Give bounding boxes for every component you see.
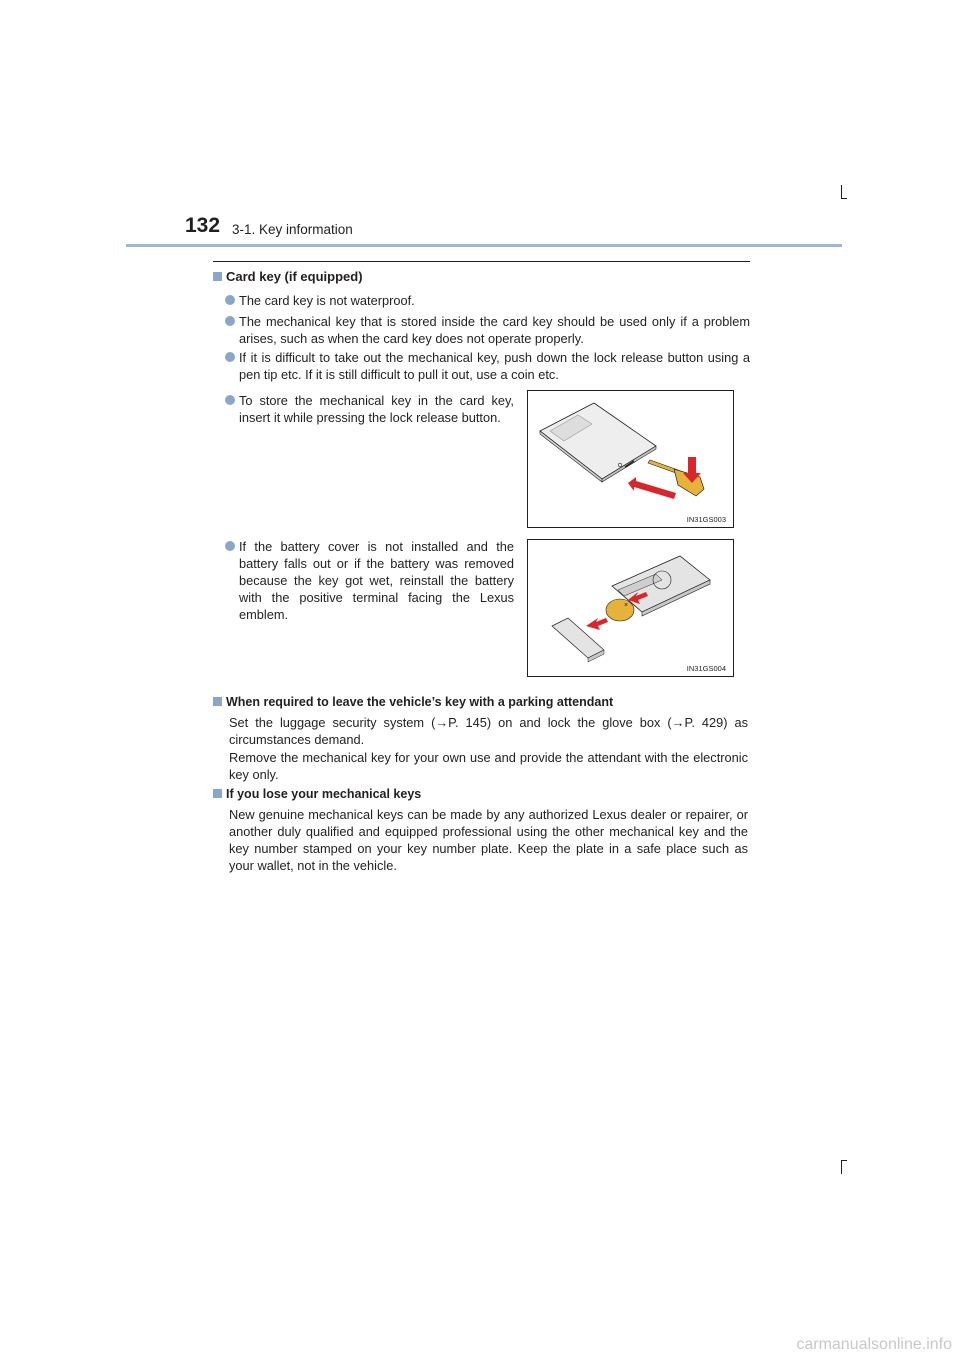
content-top-rule [213,261,750,262]
heading-parking-attendant-text: When required to leave the vehicle’s key with a parking attendant [226,695,614,709]
heading-lose-keys [213,786,421,802]
circle-bullet-icon [225,295,235,305]
heading-lose-keys-text: If you lose your mechanical keys [226,787,422,801]
figure-battery [527,539,734,677]
circle-bullet-icon [225,316,235,326]
lose-keys-text: New genuine mechanical keys can be made by any authorized Lexus dealer or repairer, or another duly qualified and equipped professional using the other mechanical key and the key number stamped on your key number plate. Keep the plate in a safe place such as your wallet, not in the vehicle. [229,807,748,873]
square-bullet-icon [213,789,222,798]
circle-bullet-icon [225,395,235,405]
section-title: 3-1. Key information [232,222,353,237]
figure-insert-key [527,390,734,528]
bullet-lock-release [225,349,750,383]
crop-mark-top-right [841,185,842,199]
bullet-text: If it is difficult to take out the mechanical key, push down the lock release button using a pen tip etc. If it is still difficult to pull it out, use a coin etc. [239,350,750,382]
heading-parking-attendant [213,694,613,710]
page-number: 132 [185,214,221,237]
battery-replacement-illustration [528,540,733,676]
square-bullet-icon [213,697,222,706]
bullet-store-key [225,392,514,426]
bullet-text: To store the mechanical key in the card key, insert it while pressing the lock release button. [239,393,514,425]
bullet-mechanical-key [225,313,750,347]
square-bullet-icon [213,272,222,281]
circle-bullet-icon [225,541,235,551]
crop-mark-top-right-foot [841,198,847,199]
bullet-waterproof [225,292,750,309]
figure-code: IN31GS004 [686,664,726,673]
header-rule [126,244,842,247]
figure-code: IN31GS003 [686,515,726,524]
svg-text:×: × [624,602,629,609]
heading-card-key-text: Card key (if equipped) [226,269,363,284]
bullet-text: The mechanical key that is stored inside the card key should be used only if a problem arises, such as when the card key does not operate properly. [239,314,750,346]
heading-card-key [213,269,363,285]
parking-attendant-line2: Remove the mechanical key for your own use and provide the attendant with the electronic key only. [229,750,748,782]
bullet-text: If the battery cover is not installed and the battery falls out or if the battery was removed because the key got wet, reinstall the battery with the positive terminal facing the Lexus emblem. [239,539,514,622]
crop-mark-bottom-right-foot [841,1160,847,1161]
bullet-battery [225,538,514,623]
watermark-text: carmanualsonline.info [796,1336,952,1353]
card-key-insert-illustration [528,391,733,527]
crop-mark-bottom-right [841,1160,842,1174]
circle-bullet-icon [225,352,235,362]
parking-attendant-line1: Set the luggage security system (→P. 145) on and lock the glove box (→P. 429) as circumstances demand. [229,715,748,747]
bullet-text: The card key is not waterproof. [239,293,415,308]
